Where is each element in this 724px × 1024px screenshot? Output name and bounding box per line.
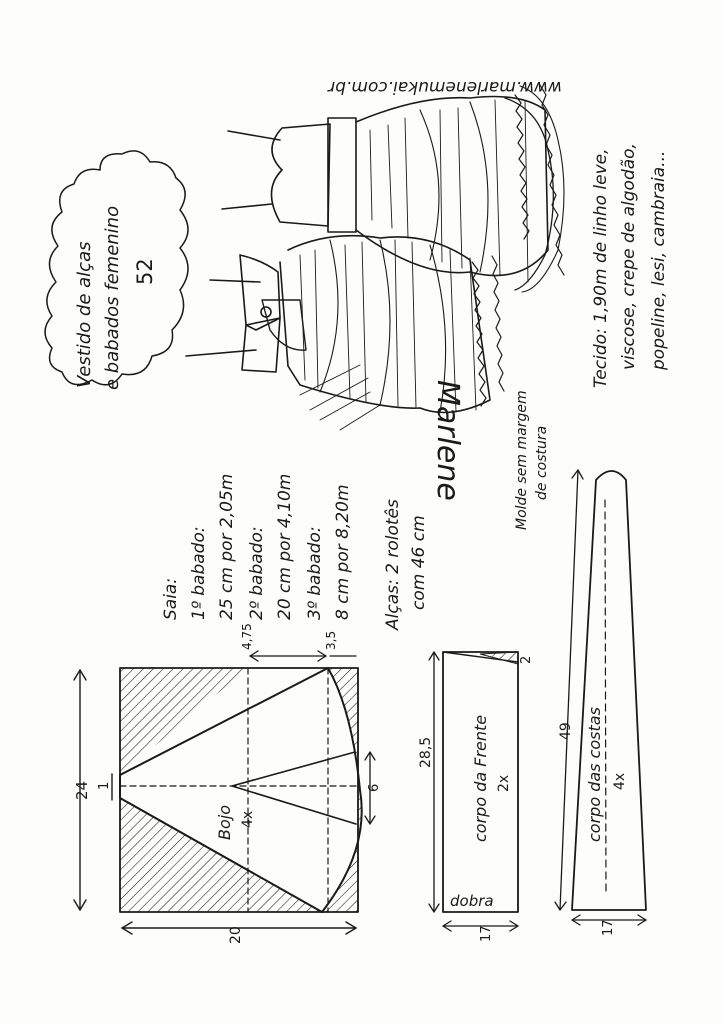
bojo-label: Bojo <box>215 805 234 840</box>
title-line-2: e babados femenino <box>102 205 123 390</box>
back-qty: 4x <box>612 772 628 790</box>
front-dim-28-5: 28,5 <box>418 736 434 768</box>
straps-line-1: Alças: 2 rolotês <box>383 499 403 630</box>
no-seam-line-1: Molde sem margem <box>514 390 530 530</box>
website-url[interactable]: www.marlenemukai.com.br <box>328 77 562 97</box>
front-dim-17: 17 <box>479 925 494 942</box>
back-dim-49: 49 <box>558 722 574 740</box>
bojo-pattern-piece <box>73 623 382 944</box>
back-label: corpo das costas <box>585 707 604 842</box>
skirt-heading: Saia: <box>161 577 181 620</box>
back-bodice-piece <box>555 470 646 936</box>
straps-line-2: com 46 cm <box>409 515 429 610</box>
back-dim-17: 17 <box>601 919 616 936</box>
front-label: corpo da Frente <box>471 714 490 842</box>
bojo-dim-20: 20 <box>228 926 244 944</box>
ruffle-3-size: 8 cm por 8,20m <box>333 484 353 620</box>
ruffle-2-size: 20 cm por 4,10m <box>275 473 295 620</box>
no-seam-line-2: de costura <box>534 425 550 500</box>
title-size: 52 <box>133 258 157 285</box>
straps-spec <box>383 499 429 631</box>
bojo-dim-4-75: 4,75 <box>240 623 254 650</box>
ruffle-1-size: 25 cm por 2,05m <box>217 473 237 620</box>
front-fold-label: dobra <box>450 892 494 910</box>
dress-back-view <box>222 85 564 292</box>
ruffle-1-label: 1º babado: <box>189 526 209 620</box>
front-dim-2: 2 <box>519 655 534 664</box>
svg-text:Marlene: Marlene <box>430 380 465 501</box>
front-qty: 2x <box>496 774 512 792</box>
ruffle-2-label: 2º babado: <box>247 526 267 620</box>
front-bodice-piece <box>418 652 534 942</box>
fabric-line-3: popeline, lesi, cambraia... <box>649 150 669 370</box>
skirt-spec <box>161 474 353 620</box>
fabric-line-1: Tecido: 1,90m de linho leve, <box>591 148 611 388</box>
fabric-line-2: viscose, crepe de algodão, <box>619 143 639 370</box>
ruffle-3-label: 3º babado: <box>305 526 325 620</box>
bojo-dim-24: 24 <box>73 780 91 800</box>
dress-illustration <box>186 85 564 501</box>
signature-mark <box>430 380 465 501</box>
fabric-note <box>591 143 669 388</box>
bojo-dim-1: 1 <box>97 781 112 790</box>
bojo-dim-3-5: 3,5 <box>324 630 338 650</box>
bojo-dim-6: 6 <box>367 783 382 792</box>
title-cloud <box>45 151 188 390</box>
bojo-qty: 4x <box>240 810 256 828</box>
title-line-1: Vestido de alças <box>74 241 95 388</box>
no-seam-note <box>514 390 550 530</box>
